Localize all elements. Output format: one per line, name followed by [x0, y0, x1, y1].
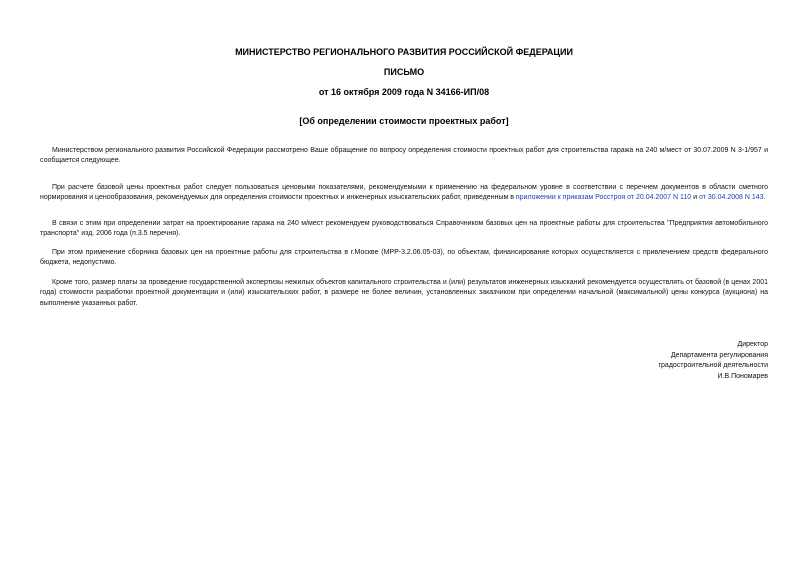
order-link-143[interactable]: от 30.04.2008 N 143: [698, 194, 764, 202]
document-page: [40, 0, 768, 571]
signatory-title: Директор: [737, 341, 768, 348]
signatory-department-1: Департамента регулирования: [670, 351, 768, 359]
order-link-110[interactable]: приложении к приказам Росстроя от 20.04.2007 N 110: [515, 194, 692, 202]
date-number-heading: от 16 октября 2009 года N 34166-ИП/08: [318, 87, 490, 97]
paragraph-2: [40, 183, 768, 204]
paragraph-5: Кроме того, размер платы за проведение государственной экспертизы нежилых объектов капитального строительства и (или) результатов инженерных изысканий рекомендуется осуществлять от базовой (в ценах 2001 года) стоимости разработки проектной документации и (или) изыскательских работ, в размере не более величин, установленных заказчиком при определении начальной (максимальной) цены конкурса (аукциона) на выполнение указанных работ.: [40, 279, 768, 307]
paragraph-2-text: При расчете базовой цены проектных работ следует пользоваться ценовыми показателями, рекомендуемыми к применению на федеральном уровне в соответствии с перечнем документов в области сметного нормирования и ценообразования, рекомендуемых для определения стоимости проектных и инженерных изыскательских работ, приведенным в: [40, 184, 768, 202]
signatory-name: И.В.Пономарев: [717, 372, 768, 380]
signatory-department-2: градостроительной деятельности: [658, 362, 768, 370]
paragraph-3: В связи с этим при определении затрат на проектирование гаража на 240 м/мест рекомендуем руководствоваться Справочником базовых цен на проектные работы для строительства "Предприятия автомобильного транспорта" изд. 2006 года (п.3.5 перечня).: [40, 220, 768, 238]
ministry-heading: МИНИСТЕРСТВО РЕГИОНАЛЬНОГО РАЗВИТИЯ РОССИЙСКОЙ ФЕДЕРАЦИИ: [235, 47, 573, 57]
paragraph-2-end: .: [763, 194, 766, 202]
signature-block: [568, 340, 768, 382]
subject-heading: [Об определении стоимости проектных работ]: [299, 116, 509, 126]
document-type-heading: ПИСЬМО: [383, 67, 425, 77]
paragraph-2-mid: и: [691, 194, 699, 202]
paragraph-1: Министерством регионального развития Российской Федерации рассмотрено Ваше обращение по вопросу определения стоимости проектных работ для строительства гаража на 240 м/мест от 30.07.2009 N 3-1/957 и сообщается следующее.: [40, 147, 768, 165]
paragraph-4: При этом применение сборника базовых цен на проектные работы для строительства в г.Москве (МРР-3.2.06.05-03), по объектам, финансирование которых осуществляется с привлечением средств федерального бюджета, недопустимо.: [40, 249, 768, 267]
